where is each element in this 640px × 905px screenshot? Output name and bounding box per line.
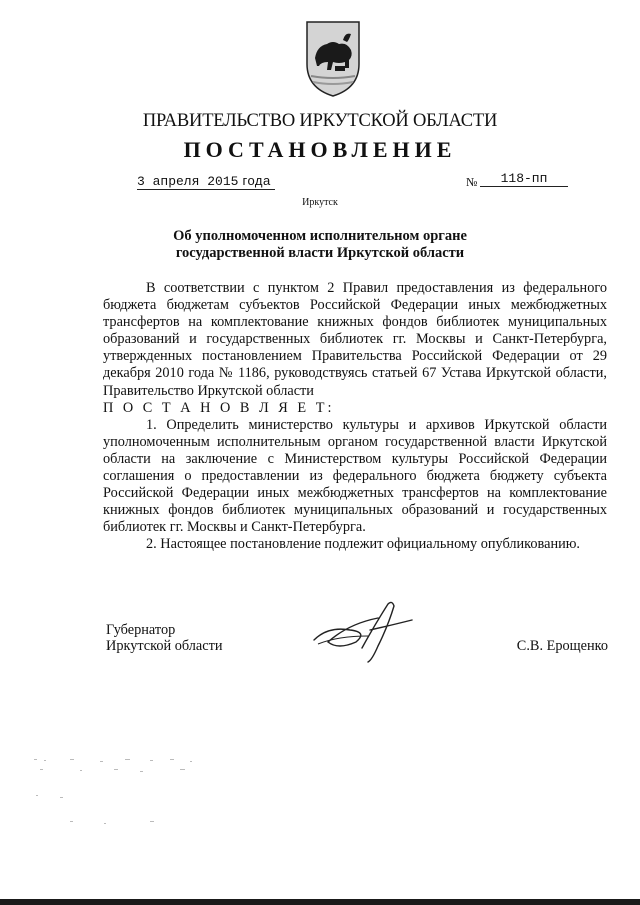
coat-of-arms-icon: [303, 18, 363, 98]
document-body: [103, 280, 607, 554]
signatory-position-line-1: Губернатор: [106, 622, 176, 638]
preamble-paragraph: В соответствии с пунктом 2 Правил предоставления из федерального бюджета бюджетам субъектов Российской Федерации иных межбюджетных трансфертов на комплектование книжных фондов библиотек муниципальных образований и государственных библиотек гг. Москвы и Санкт-Петербурга, утвержденных постановлением Правительства Российской Федерации от 29 декабря 2010 года № 1186, руководствуясь статьей 67 Устава Иркутской области, Правительство Иркутской области: [103, 280, 607, 399]
scan-noise: [30, 755, 220, 835]
document-date: [137, 173, 275, 190]
resolves-heading: П О С Т А Н О В Л Я Е Т:: [103, 399, 335, 416]
item-1-paragraph: 1. Определить министерство культуры и архивов Иркутской области уполномоченным исполнительным органом государственной власти Иркутской области на заключение с Министерством культуры Российской Федерации соглашения о предоставлении из федерального бюджета бюджету субъекта Российской Федерации иных межбюджетных трансфертов на комплектование книжных фондов библиотек муниципальных образований и государственных библиотек гг. Москвы и Санкт-Петербурга.: [103, 416, 607, 536]
date-suffix: года: [238, 173, 271, 188]
signatory-position: [106, 622, 223, 654]
date-value: 3 апреля 2015: [137, 174, 239, 189]
subject-line-1: Об уполномоченном исполнительном органе: [173, 228, 467, 244]
item-2-paragraph: 2. Настоящее постановление подлежит официальному опубликованию.: [146, 536, 581, 553]
document-subject: [0, 228, 640, 262]
scan-border: [0, 899, 640, 905]
signature-image: [308, 596, 418, 666]
number-sign: №: [466, 175, 478, 189]
organization-title: ПРАВИТЕЛЬСТВО ИРКУТСКОЙ ОБЛАСТИ: [142, 111, 498, 131]
subject-line-2: государственной власти Иркутской области: [175, 245, 465, 261]
document-type-heading: ПОСТАНОВЛЕНИЕ: [183, 137, 457, 162]
city-name: Иркутск: [302, 197, 338, 208]
signatory-position-line-2: Иркутской области: [106, 638, 223, 654]
document-number: 118-пп: [480, 171, 568, 187]
signatory-name: С.В. Ерощенко: [516, 638, 608, 654]
